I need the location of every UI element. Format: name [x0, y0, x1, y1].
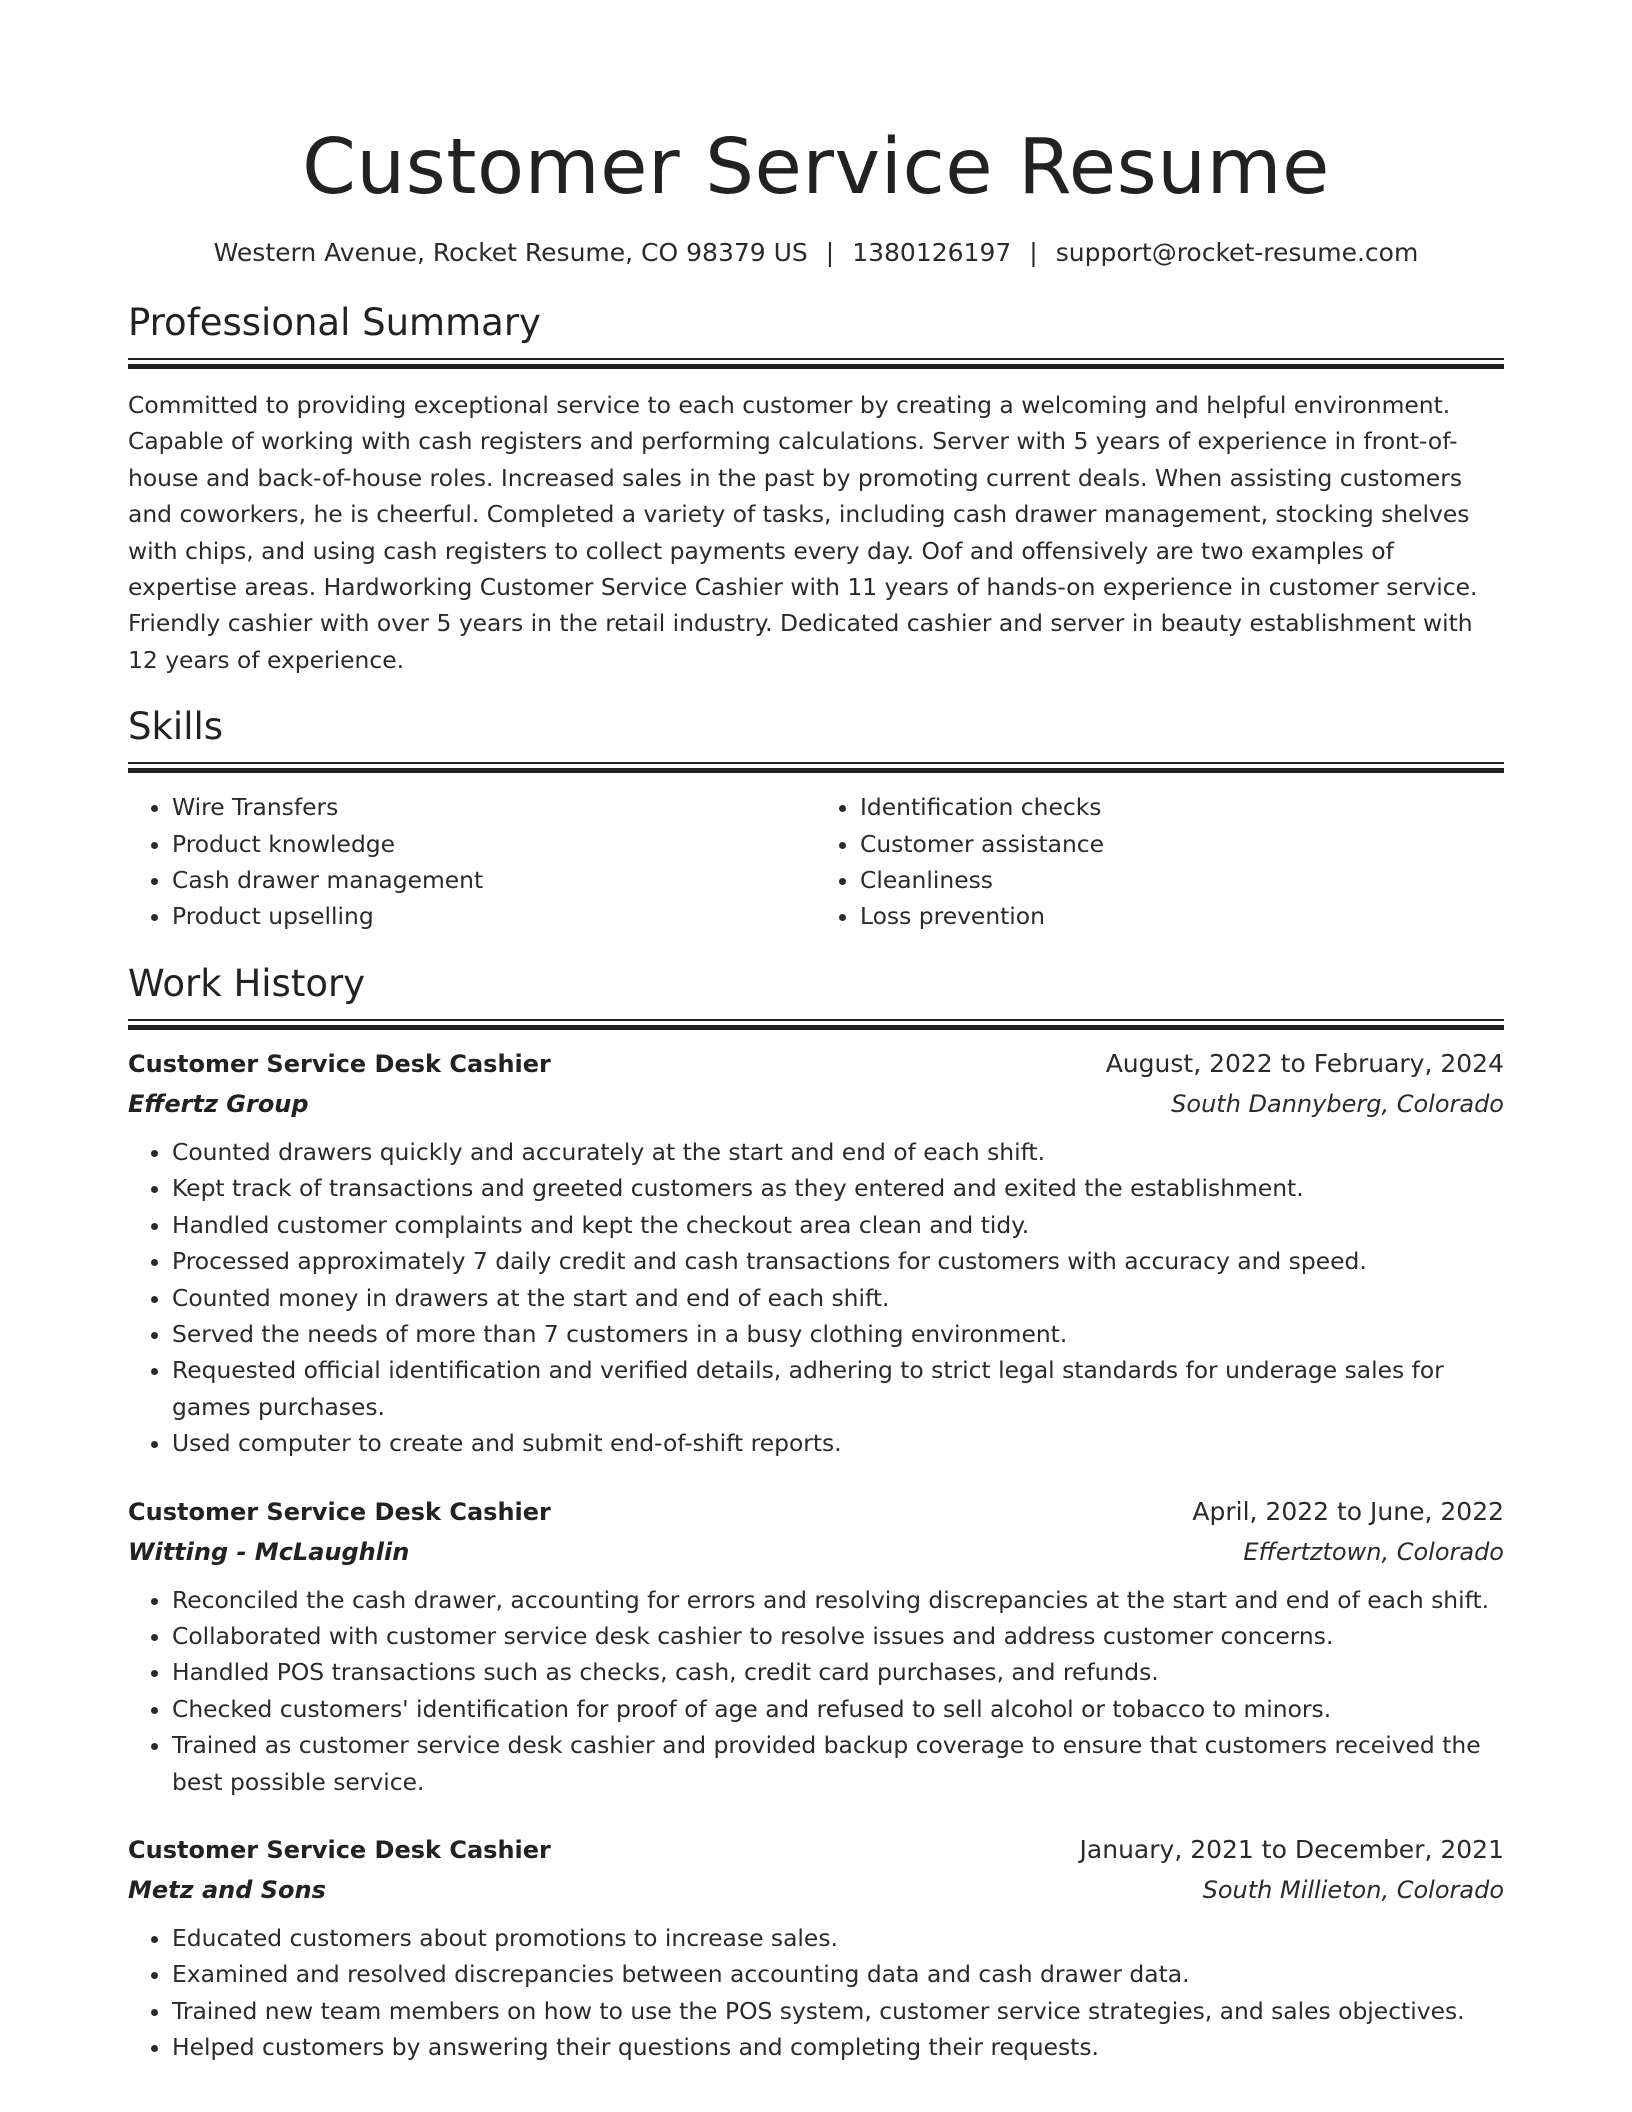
job-duty: • Trained new team members on how to use the POS system, customer service strategies, and sales objectives. [172, 1993, 1504, 2029]
job-title: Customer Service Desk Cashier [128, 1049, 551, 1078]
job-duty: • Reconciled the cash drawer, accounting for errors and resolving discrepancies at the start and end of each shift. [172, 1582, 1504, 1618]
job-duties-list [128, 1134, 1504, 1462]
job-title: Customer Service Desk Cashier [128, 1835, 551, 1864]
skill-item: • Loss prevention [860, 898, 1504, 934]
job-location: South Millieton, Colorado [1202, 1875, 1504, 1904]
job-duties-list [128, 1920, 1504, 2066]
job-dates: January, 2021 to December, 2021 [1079, 1834, 1504, 1864]
skills-column-right [816, 789, 1504, 935]
job-company-row [128, 1532, 1504, 1572]
job-duty: • Requested official identification and verified details, adhering to strict legal standards for underage sales for games purchases. [172, 1352, 1504, 1425]
job-location: Effertztown, Colorado [1243, 1537, 1504, 1566]
job-company: Witting - McLaughlin [128, 1537, 410, 1566]
job-duty: • Checked customers' identification for proof of age and refused to sell alcohol or tobacco to minors. [172, 1691, 1504, 1727]
section-divider [128, 1019, 1504, 1030]
job-entry [128, 1492, 1504, 1800]
skills-section [128, 704, 1504, 935]
job-company: Metz and Sons [128, 1875, 326, 1904]
job-duty: • Collaborated with customer service desk cashier to resolve issues and address customer concerns. [172, 1618, 1504, 1654]
job-title: Customer Service Desk Cashier [128, 1497, 551, 1526]
skills-grid [128, 789, 1504, 935]
job-company: Effertz Group [128, 1089, 309, 1118]
job-dates: August, 2022 to February, 2024 [1105, 1048, 1504, 1078]
job-duty: • Examined and resolved discrepancies between accounting data and cash drawer data. [172, 1956, 1504, 1992]
resume-title: Customer Service Resume [302, 123, 1330, 212]
contact-phone: 1380126197 [852, 238, 1012, 267]
job-duty: • Counted money in drawers at the start and end of each shift. [172, 1280, 1504, 1316]
skill-item: • Customer assistance [860, 826, 1504, 862]
job-location: South Dannyberg, Colorado [1171, 1089, 1504, 1118]
skill-item: • Product upselling [172, 898, 816, 934]
work-history-heading: Work History [128, 961, 366, 1005]
skill-item: • Product knowledge [172, 826, 816, 862]
contact-separator: | [1029, 238, 1038, 267]
job-duty: • Served the needs of more than 7 customers in a busy clothing environment. [172, 1316, 1504, 1352]
skills-list-right [816, 789, 1504, 935]
section-divider [128, 762, 1504, 773]
job-duty: • Trained as customer service desk cashier and provided backup coverage to ensure that customers received the best possible service. [172, 1727, 1504, 1800]
section-divider [128, 358, 1504, 369]
skill-item: • Cash drawer management [172, 862, 816, 898]
job-duty: • Handled customer complaints and kept the checkout area clean and tidy. [172, 1207, 1504, 1243]
skill-item: • Wire Transfers [172, 789, 816, 825]
skills-list-left [128, 789, 816, 935]
contact-email: support@rocket-resume.com [1055, 238, 1419, 267]
contact-line [128, 236, 1504, 270]
work-history-section [128, 961, 1504, 2066]
skills-heading: Skills [128, 705, 224, 749]
job-company-row [128, 1870, 1504, 1910]
job-entry [128, 1830, 1504, 2066]
job-company-row [128, 1084, 1504, 1124]
job-entry [128, 1044, 1504, 1462]
job-duty: • Used computer to create and submit end-of-shift reports. [172, 1425, 1504, 1461]
job-header-row [128, 1492, 1504, 1532]
summary-section [128, 300, 1504, 678]
job-duty: • Kept track of transactions and greeted customers as they entered and exited the establishment. [172, 1170, 1504, 1206]
job-duty: • Processed approximately 7 daily credit and cash transactions for customers with accuracy and speed. [172, 1243, 1504, 1279]
job-duties-list [128, 1582, 1504, 1800]
job-duty: • Helped customers by answering their questions and completing their requests. [172, 2029, 1504, 2065]
skill-item: • Identification checks [860, 789, 1504, 825]
skill-item: • Cleanliness [860, 862, 1504, 898]
job-duty: • Handled POS transactions such as checks, cash, credit card purchases, and refunds. [172, 1654, 1504, 1690]
contact-address: Western Avenue, Rocket Resume, CO 98379 US [213, 238, 808, 267]
job-header-row [128, 1044, 1504, 1084]
job-dates: April, 2022 to June, 2022 [1192, 1496, 1504, 1526]
summary-heading: Professional Summary [128, 301, 541, 344]
job-header-row [128, 1830, 1504, 1870]
resume-content [128, 118, 1504, 2066]
contact-separator: | [825, 238, 835, 267]
job-duty: • Educated customers about promotions to increase sales. [172, 1920, 1504, 1956]
summary-text: Committed to providing exceptional service to each customer by creating a welcoming and helpful environment. Capable of working with cash registers and performing calculations. Server with 5 years of experience in front-of-house and back-of-house roles. Increased sales in the past by promoting current deals. When assisting customers and coworkers, he is cheerful. Completed a variety of tasks, including cash drawer management, stocking shelves with chips, and using cash registers to collect payments every day. Oof and offensively are two examples of expertise areas. Hardworking Customer Service Cashier with 11 years of hands-on experience in customer service. Friendly cashier with over 5 years in the retail industry. Dedicated cashier and server in beauty establishment with 12 years of experience. [128, 391, 1478, 674]
job-duty: • Counted drawers quickly and accurately at the start and end of each shift. [172, 1134, 1504, 1170]
skills-column-left [128, 789, 816, 935]
